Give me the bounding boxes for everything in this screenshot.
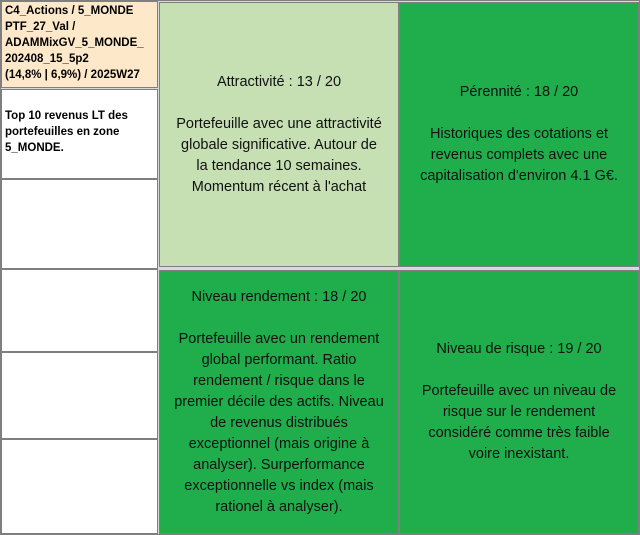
portfolio-header: C4_Actions / 5_MONDE PTF_27_Val / ADAMMixGV_5_MONDE_ 202408_15_5p2 (14,8% | 6,9%) / 2025W27 [1,1,158,88]
rendement-body: Portefeuille avec un rendement global performant. Ratio rendement / risque dans le premier décile des actifs. Niveau de revenus distribués exceptionnel (mais origine à analyser). Surperformance exceptionnelle vs index (mais rationel à analyser). [174,330,384,515]
rendement-title: Niveau rendement : 18 / 20 [191,288,367,305]
attractivite-body: Portefeuille avec une attractivité globale significative. Autour de la tendance 10 semaines. Momentum récent à l'achat [176,115,382,195]
perennite-body: Historiques des cotations et revenus complets avec une capitalisation d'environ 4.1 G€. [420,126,618,184]
perennite-panel [399,2,639,267]
risque-title: Niveau de risque : 19 / 20 [436,341,602,357]
attractivite-panel [159,2,399,267]
empty-cell [1,179,158,269]
perennite-title: Pérennité : 18 / 20 [459,84,579,100]
risque-panel [399,270,639,534]
empty-cell [1,269,158,352]
empty-cell [1,352,158,439]
rendement-panel [159,270,399,534]
portfolio-description: Top 10 revenus LT des portefeuilles en zone 5_MONDE. [1,89,158,179]
empty-cell [1,439,158,534]
risque-body: Portefeuille avec un niveau de risque sur le rendement considéré comme très faible voire inexistant. [421,383,617,462]
attractivite-title: Attractivité : 13 / 20 [216,73,342,90]
